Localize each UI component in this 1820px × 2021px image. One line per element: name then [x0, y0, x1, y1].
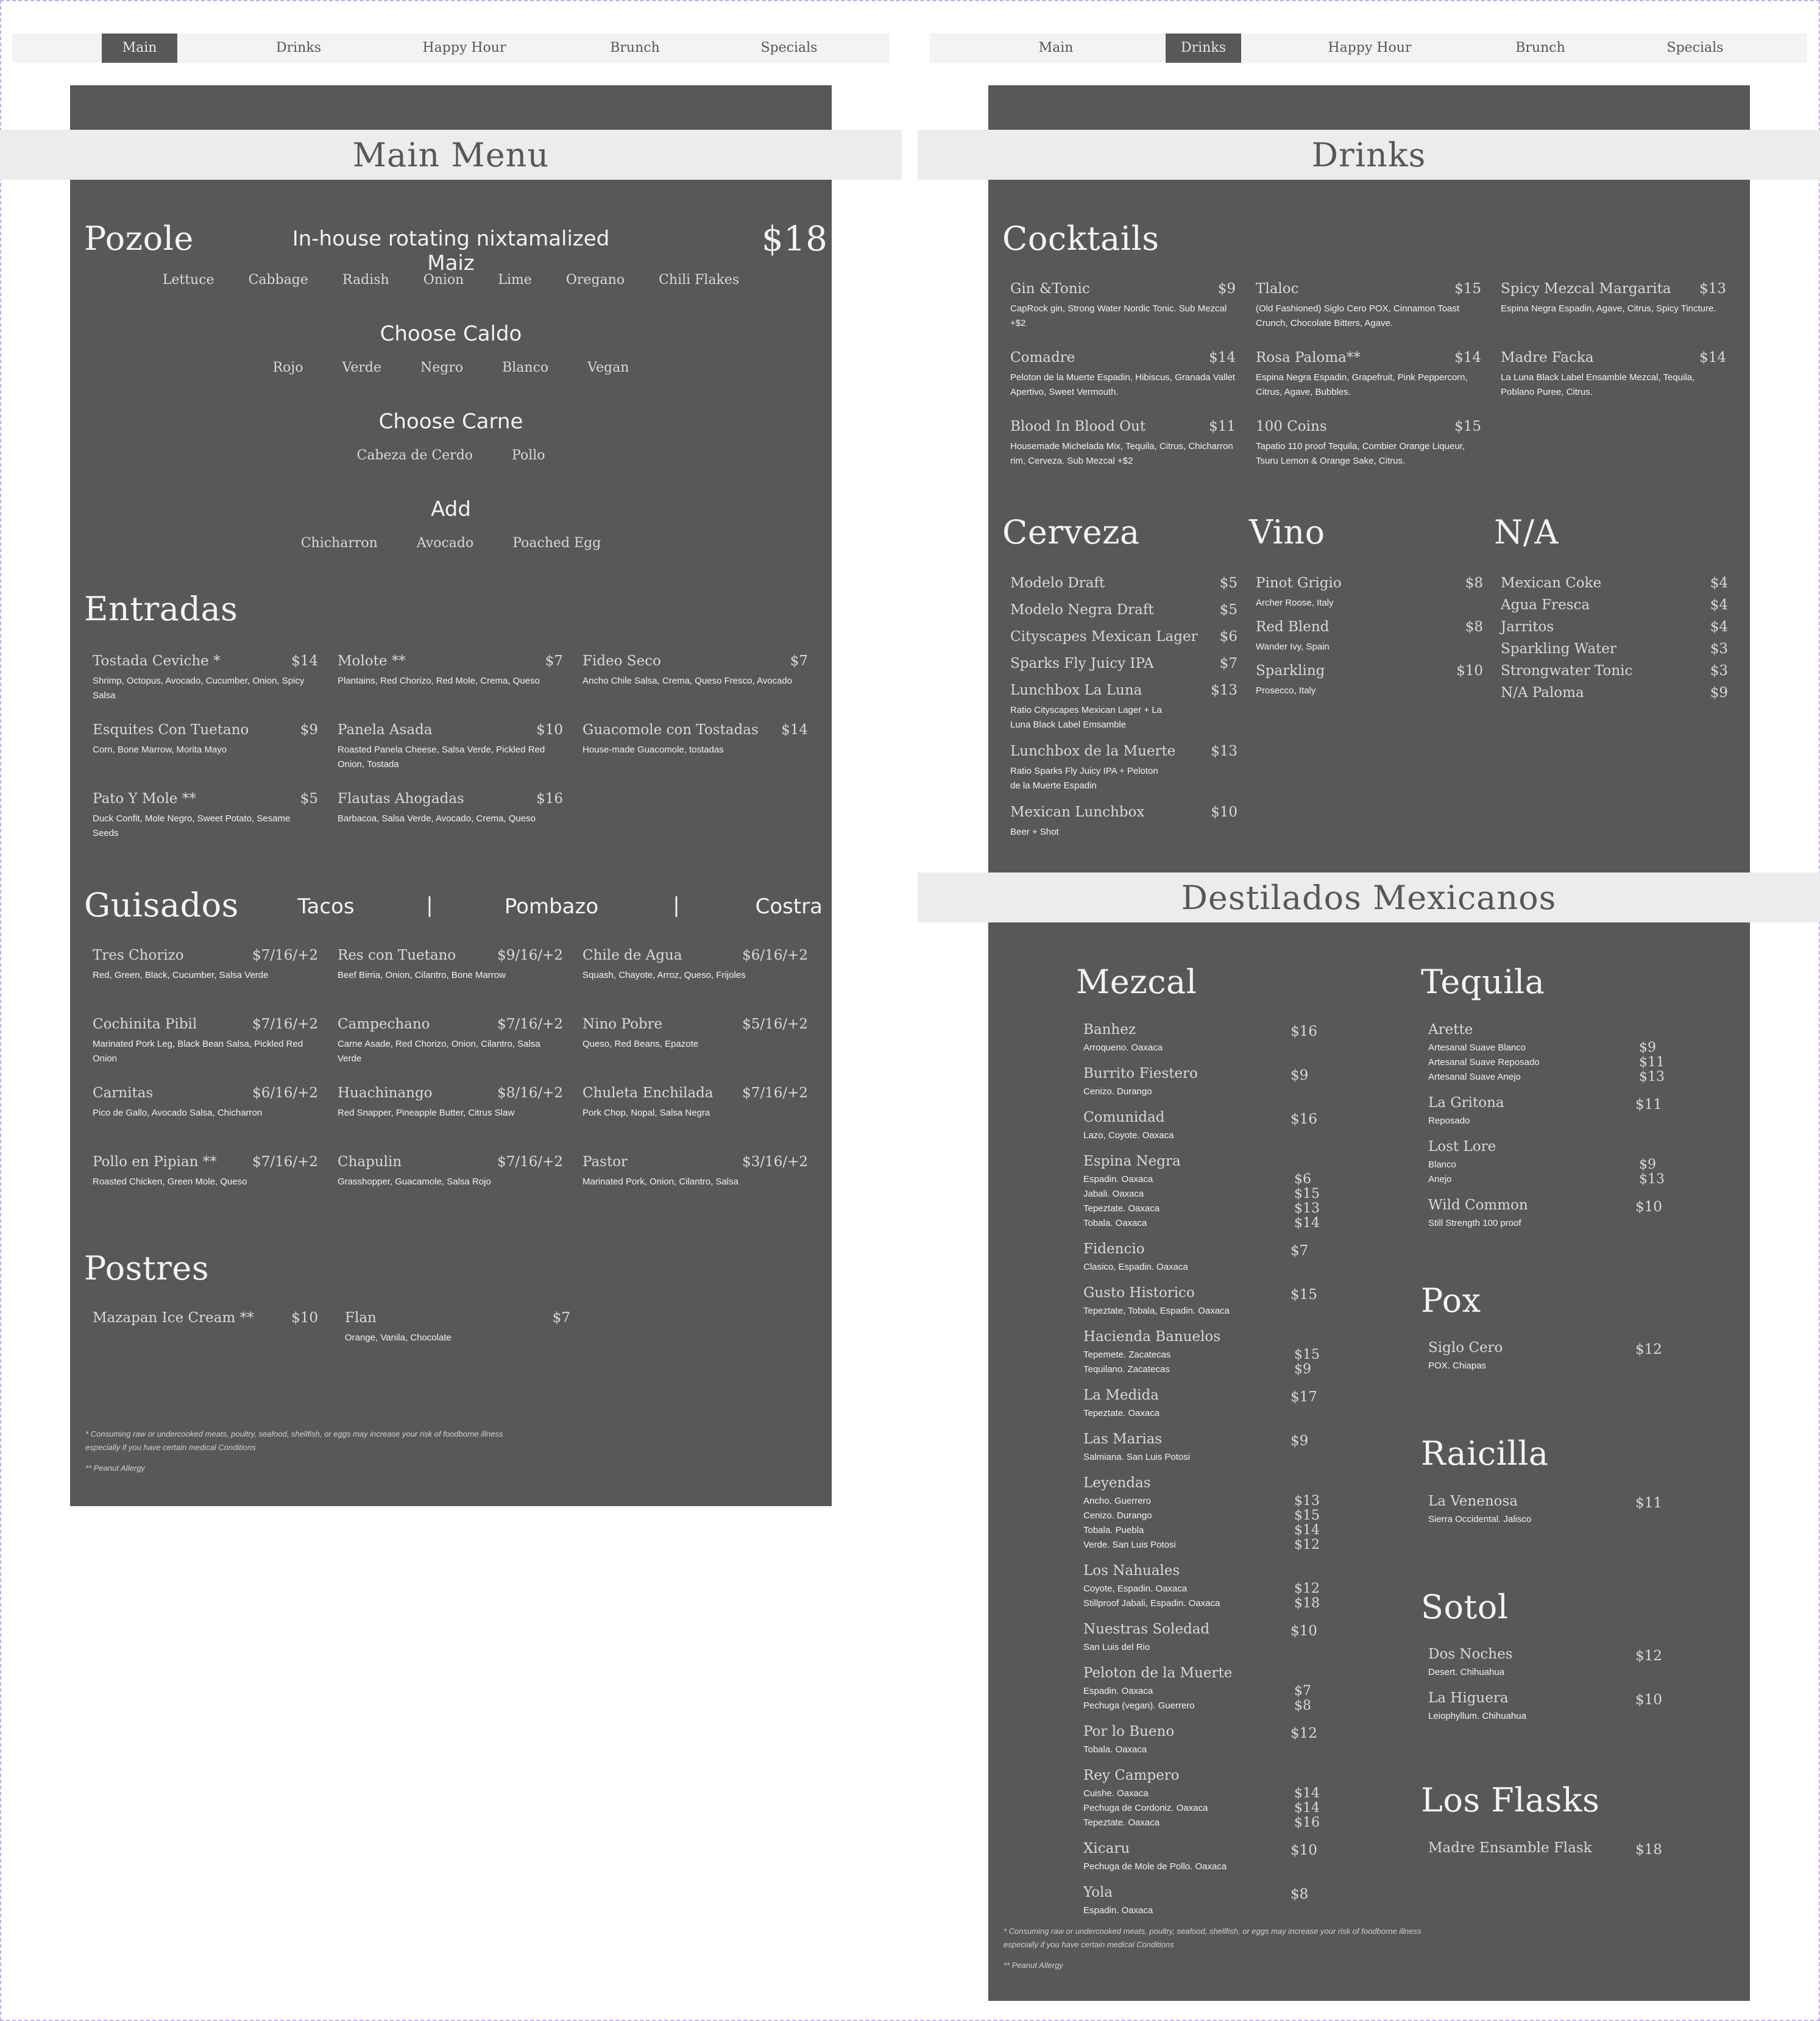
- spirit-price: $10: [1635, 1199, 1662, 1215]
- spirit-detail-price: $11: [1639, 1055, 1665, 1070]
- spirit-detail: Clasico, Espadin. Oaxaca: [1083, 1262, 1188, 1272]
- carne-option[interactable]: Pollo: [512, 448, 545, 463]
- spirit-price: $16: [1291, 1111, 1317, 1127]
- nav-tab-brunch[interactable]: Brunch: [1515, 40, 1565, 55]
- spirit-name: Siglo Cero: [1428, 1340, 1503, 1356]
- spirit-detail: Tepeztate. Oaxaca: [1083, 1817, 1160, 1828]
- spirit-price: $16: [1291, 1024, 1317, 1039]
- spirit-detail: Desert. Chihuahua: [1428, 1667, 1505, 1677]
- spirit-name: La Venenosa: [1428, 1493, 1518, 1509]
- spirit-item[interactable]: [1083, 1387, 1317, 1421]
- spirit-item[interactable]: [1428, 1139, 1665, 1187]
- sotol-list: [1428, 1646, 1662, 1735]
- flasks-list: [1428, 1840, 1662, 1870]
- spirit-item[interactable]: [1428, 1690, 1662, 1724]
- menu-item[interactable]: Cityscapes Mexican Lager $6: [1010, 629, 1238, 645]
- cerveza-title: Cerveza: [1002, 513, 1140, 551]
- spirit-detail-price: $14: [1294, 1216, 1320, 1231]
- spirit-name: Espina Negra: [1083, 1153, 1181, 1169]
- nav-tab-drinks[interactable]: Drinks: [1166, 34, 1241, 63]
- spirit-item[interactable]: [1083, 1110, 1317, 1143]
- spirit-name: Burrito Fiestero: [1083, 1066, 1198, 1081]
- spirit-detail: Tobala. Oaxaca: [1083, 1218, 1147, 1228]
- nav-tab-main[interactable]: Main: [102, 34, 177, 63]
- guisados-separator: |: [426, 893, 433, 918]
- spirit-detail: Anejo: [1428, 1174, 1452, 1184]
- spirit-name: Xicaru: [1083, 1841, 1130, 1856]
- spirit-detail: Espadin. Oaxaca: [1083, 1686, 1153, 1696]
- spirit-price: $18: [1635, 1842, 1662, 1858]
- spirit-detail-price: $9: [1294, 1362, 1311, 1377]
- spirit-detail: Pechuga de Mole de Pollo. Oaxaca: [1083, 1861, 1227, 1872]
- spirit-name: Arette: [1428, 1022, 1473, 1038]
- menu-item[interactable]: Sparkling Water $3: [1501, 641, 1728, 657]
- tequila-list: [1428, 1022, 1665, 1242]
- spirit-detail-price: $9: [1639, 1157, 1656, 1172]
- menu-item[interactable]: Modelo Draft $5: [1010, 575, 1238, 591]
- menu-item[interactable]: Huachinango $8/16/+2 Red Snapper, Pineapple Butter, Citrus Slaw: [338, 1085, 563, 1118]
- spirit-name: Dos Noches: [1428, 1646, 1513, 1662]
- topping-option[interactable]: Cabbage: [248, 272, 308, 288]
- menu-item[interactable]: Flan $7 Orange, Vanila, Chocolate: [345, 1310, 570, 1343]
- spirit-detail-price: $18: [1294, 1596, 1320, 1611]
- guisados-costra-label: Costra: [755, 894, 823, 919]
- spirit-detail-price: $6: [1294, 1172, 1311, 1187]
- spirit-name: Nuestras Soledad: [1083, 1621, 1210, 1637]
- menu-item[interactable]: Modelo Negra Draft $5: [1010, 602, 1238, 618]
- guisados-tacos-label: Tacos: [297, 894, 355, 919]
- spirit-detail: Leiophyllum. Chihuahua: [1428, 1711, 1526, 1721]
- caldo-option[interactable]: Rojo: [272, 360, 303, 375]
- menu-item[interactable]: Pollo en Pipian ** $7/16/+2 Roasted Chicken, Green Mole, Queso: [93, 1154, 318, 1187]
- spirit-name: Comunidad: [1083, 1110, 1165, 1125]
- spirit-detail: Stillproof Jabali, Espadin. Oaxaca: [1083, 1598, 1220, 1609]
- spirit-price: $7: [1291, 1243, 1309, 1259]
- spirit-item[interactable]: [1083, 1885, 1312, 1918]
- nav-tab-main[interactable]: Main: [1038, 40, 1074, 55]
- spirit-name: Peloton de la Muerte: [1083, 1665, 1233, 1681]
- menu-item[interactable]: Pato Y Mole ** $5 Duck Confit, Mole Negro, Sweet Potato, Sesame Seeds: [93, 791, 318, 838]
- topping-option[interactable]: Lettuce: [162, 272, 214, 288]
- menu-item[interactable]: Carnitas $6/16/+2 Pico de Gallo, Avocado Salsa, Chicharron: [93, 1085, 318, 1118]
- caldo-option[interactable]: Verde: [342, 360, 381, 375]
- spirit-detail: Reposado: [1428, 1116, 1470, 1126]
- menu-item[interactable]: N/A Paloma $9: [1501, 685, 1728, 701]
- spirit-price: $9: [1291, 1067, 1309, 1083]
- caldo-options: [70, 360, 832, 375]
- caldo-option[interactable]: Blanco: [502, 360, 549, 375]
- spirit-detail: Tepemete. Zacatecas: [1083, 1350, 1171, 1360]
- spirit-price: $11: [1635, 1495, 1662, 1511]
- menu-item[interactable]: Chile de Agua $6/16/+2 Squash, Chayote, Arroz, Queso, Frijoles: [582, 947, 808, 980]
- spirit-price: $11: [1635, 1097, 1662, 1113]
- spirit-item[interactable]: [1083, 1285, 1317, 1318]
- vino-title: Vino: [1249, 513, 1325, 551]
- topping-option[interactable]: Lime: [498, 272, 532, 288]
- spirit-item[interactable]: [1083, 1563, 1320, 1611]
- spirit-item[interactable]: [1083, 1242, 1312, 1275]
- menu-item[interactable]: Lunchbox La Luna $13 Ratio Cityscapes Mexican Lager + La Luna Black Label Emsamble: [1010, 682, 1238, 730]
- mezcal-list: [1083, 1022, 1320, 1929]
- spirit-price: $9: [1291, 1433, 1309, 1449]
- spirit-detail: Cuishe. Oaxaca: [1083, 1788, 1149, 1799]
- spirit-name: Madre Ensamble Flask: [1428, 1840, 1592, 1856]
- spirit-item[interactable]: [1083, 1153, 1320, 1231]
- cocktails-title: Cocktails: [1002, 219, 1160, 258]
- menu-item[interactable]: Mexican Lunchbox $10 Beer + Shot: [1010, 804, 1238, 837]
- spirit-name: Leyendas: [1083, 1475, 1151, 1491]
- spirit-name: Las Marias: [1083, 1431, 1163, 1447]
- spirit-detail: Tepeztate. Oaxaca: [1083, 1203, 1160, 1214]
- main-menu-banner: Main Menu: [0, 130, 902, 180]
- spirit-detail: Espadin. Oaxaca: [1083, 1174, 1153, 1184]
- spirit-detail-price: $7: [1294, 1683, 1311, 1699]
- menu-item[interactable]: Sparks Fly Juicy IPA $7: [1010, 656, 1238, 671]
- spirit-item[interactable]: [1083, 1066, 1312, 1099]
- spirit-detail: Cenizo. Durango: [1083, 1086, 1152, 1097]
- nav-bar-left: [12, 34, 890, 63]
- spirit-detail-price: $15: [1294, 1508, 1320, 1523]
- topping-option[interactable]: Chili Flakes: [659, 272, 740, 288]
- spirit-item[interactable]: [1428, 1197, 1662, 1231]
- spirit-detail-price: $15: [1294, 1186, 1320, 1202]
- carne-options: [70, 448, 832, 463]
- footnote: * Consuming raw or undercooked meats, poultry, seafood, shellfish, or eggs may increase your risk of foodborne illness especially if you have certain medical Conditions ** Peanut Allergy: [85, 1429, 503, 1473]
- nav-tab-specials[interactable]: Specials: [1666, 40, 1724, 55]
- topping-option[interactable]: Radish: [342, 272, 389, 288]
- pozole-price: $18: [762, 219, 828, 259]
- menu-item[interactable]: Sparkling $10 Prosecco, Italy: [1256, 663, 1483, 696]
- menu-item[interactable]: Pinot Grigio $8 Archer Roose, Italy: [1256, 575, 1483, 608]
- menu-item[interactable]: Guacomole con Tostadas $14 House-made Guacomole, tostadas: [582, 722, 808, 755]
- destilados-banner: Destilados Mexicanos: [918, 872, 1820, 922]
- spirit-detail: Arroqueno. Oaxaca: [1083, 1042, 1163, 1053]
- choose-caldo-heading: Choose Caldo: [380, 322, 522, 346]
- menu-item[interactable]: Chuleta Enchilada $7/16/+2 Pork Chop, Nopal, Salsa Negra: [582, 1085, 808, 1118]
- spirit-item[interactable]: [1083, 1329, 1320, 1377]
- entradas-title: Entradas: [84, 590, 238, 628]
- spirit-name: Lost Lore: [1428, 1139, 1496, 1155]
- spirit-detail: Tepeztate. Oaxaca: [1083, 1408, 1160, 1418]
- spirit-item[interactable]: [1428, 1340, 1662, 1373]
- spirit-detail-price: $14: [1294, 1523, 1320, 1538]
- spirit-name: La Gritona: [1428, 1095, 1504, 1111]
- spirit-item[interactable]: [1083, 1724, 1317, 1757]
- spirit-name: Los Nahuales: [1083, 1563, 1180, 1579]
- spirit-detail: Pechuga (vegan). Guerrero: [1083, 1701, 1195, 1711]
- menu-item[interactable]: Nino Pobre $5/16/+2 Queso, Red Beans, Epazote: [582, 1016, 808, 1049]
- pozole-subtitle: In-house rotating nixtamalized Maiz: [292, 227, 610, 275]
- menu-item[interactable]: Red Blend $8 Wander Ivy, Spain: [1256, 619, 1483, 652]
- spirit-item[interactable]: [1083, 1432, 1312, 1465]
- spirit-price: $17: [1291, 1389, 1317, 1405]
- spirit-price: $10: [1291, 1842, 1317, 1858]
- spirit-detail: Jabali. Oaxaca: [1083, 1189, 1144, 1199]
- nav-tab-happy-hour[interactable]: Happy Hour: [422, 40, 506, 55]
- menu-item[interactable]: Madre Facka $14 La Luna Black Label Ensamble Mezcal, Tequila, Poblano Puree, Citrus.: [1501, 350, 1726, 397]
- nav-tab-happy-hour[interactable]: Happy Hour: [1328, 40, 1412, 55]
- spirit-item[interactable]: [1083, 1475, 1320, 1552]
- raicilla-title: Raicilla: [1421, 1434, 1549, 1473]
- guisados-title: Guisados: [84, 886, 239, 924]
- raicilla-list: [1428, 1493, 1662, 1538]
- guisados-pombazo-label: Pombazo: [504, 894, 599, 919]
- tequila-title: Tequila: [1421, 963, 1545, 1001]
- na-title: N/A: [1494, 513, 1559, 551]
- spirit-detail-price: $13: [1639, 1069, 1665, 1085]
- spirit-name: Hacienda Banuelos: [1083, 1329, 1221, 1345]
- spirit-price: $15: [1291, 1287, 1317, 1303]
- spirit-detail: Artesanal Suave Reposado: [1428, 1057, 1540, 1067]
- menu-item[interactable]: Lunchbox de la Muerte $13 Ratio Sparks Fly Juicy IPA + Peloton de la Muerte Espadin: [1010, 743, 1238, 791]
- menu-item[interactable]: 100 Coins $15 Tapatio 110 proof Tequila, Combier Orange Liqueur, Tsuru Lemon & Orange Sake, Citrus.: [1256, 419, 1481, 466]
- spirit-name: Gusto Historico: [1083, 1285, 1195, 1301]
- menu-item[interactable]: Spicy Mezcal Margarita $13 Espina Negra Espadin, Agave, Citrus, Spicy Tincture.: [1501, 281, 1726, 314]
- menu-item[interactable]: Tres Chorizo $7/16/+2 Red, Green, Black, Cucumber, Salsa Verde: [93, 947, 318, 980]
- pox-list: [1428, 1340, 1662, 1384]
- caldo-option[interactable]: Vegan: [587, 360, 629, 375]
- spirit-detail-price: $12: [1294, 1537, 1320, 1552]
- menu-item[interactable]: Mazapan Ice Cream ** $10: [93, 1310, 318, 1326]
- pozole-toppings: [70, 272, 832, 288]
- menu-item[interactable]: Mexican Coke $4: [1501, 575, 1728, 591]
- spirit-name: Yola: [1083, 1885, 1113, 1900]
- spirit-item[interactable]: [1428, 1646, 1662, 1680]
- spirit-detail: Espadin. Oaxaca: [1083, 1905, 1153, 1916]
- add-option[interactable]: Chicharron: [300, 536, 378, 551]
- spirit-detail: Ancho. Guerrero: [1083, 1496, 1151, 1506]
- spirit-price: $12: [1635, 1648, 1662, 1664]
- menu-item[interactable]: Campechano $7/16/+2 Carne Asade, Red Chorizo, Onion, Cilantro, Salsa Verde: [338, 1016, 563, 1064]
- menu-item[interactable]: Fideo Seco $7 Ancho Chile Salsa, Crema, Queso Fresco, Avocado: [582, 653, 808, 686]
- spirit-detail-price: $9: [1639, 1040, 1656, 1055]
- spirit-detail-price: $13: [1294, 1201, 1320, 1216]
- spirit-detail-price: $15: [1294, 1347, 1320, 1362]
- spirit-price: $8: [1291, 1886, 1309, 1902]
- add-option[interactable]: Poached Egg: [512, 536, 601, 551]
- spirit-detail-price: $8: [1294, 1698, 1311, 1713]
- menu-item[interactable]: Pastor $3/16/+2 Marinated Pork, Onion, Cilantro, Salsa: [582, 1154, 808, 1187]
- menu-item[interactable]: Comadre $14 Peloton de la Muerte Espadin, Hibiscus, Granada Vallet Apertivo, Sweet Vermouth.: [1010, 350, 1236, 397]
- spirit-detail: Pechuga de Cordoniz. Oaxaca: [1083, 1803, 1208, 1813]
- spirit-detail: Coyote, Espadin. Oaxaca: [1083, 1584, 1188, 1594]
- spirit-detail: Artesanal Suave Anejo: [1428, 1072, 1521, 1082]
- footnote: * Consuming raw or undercooked meats, poultry, seafood, shellfish, or eggs may increase your risk of foodborne illness especially if you have certain medical Conditions ** Peanut Allergy: [1004, 1927, 1422, 1970]
- spirit-detail-price: $13: [1294, 1493, 1320, 1509]
- drinks-banner: Drinks: [918, 130, 1820, 180]
- menu-item[interactable]: Jarritos $4: [1501, 619, 1728, 635]
- spirit-item[interactable]: [1428, 1493, 1662, 1527]
- menu-item[interactable]: Gin &Tonic $9 CapRock gin, Strong Water Nordic Tonic. Sub Mezcal +$2: [1010, 281, 1236, 328]
- spirit-detail: Artesanal Suave Blanco: [1428, 1042, 1526, 1053]
- spirit-name: Rey Campero: [1083, 1768, 1180, 1783]
- menu-item[interactable]: Tostada Ceviche * $14 Shrimp, Octopus, Avocado, Cucumber, Onion, Spicy Salsa: [93, 653, 318, 701]
- menu-item[interactable]: Esquites Con Tuetano $9 Corn, Bone Marrow, Morita Mayo: [93, 722, 318, 755]
- topping-option[interactable]: Onion: [423, 272, 464, 288]
- spirit-detail-price: $13: [1639, 1172, 1665, 1187]
- add-options: [70, 536, 832, 551]
- sotol-title: Sotol: [1421, 1588, 1509, 1626]
- spirit-detail-price: $16: [1294, 1815, 1320, 1830]
- menu-item[interactable]: Molote ** $7 Plantains, Red Chorizo, Red Mole, Crema, Queso: [338, 653, 563, 686]
- spirit-price: $10: [1291, 1623, 1317, 1639]
- menu-item[interactable]: Flautas Ahogadas $16 Barbacoa, Salsa Verde, Avocado, Crema, Queso: [338, 791, 563, 824]
- menu-item[interactable]: Cochinita Pibil $7/16/+2 Marinated Pork Leg, Black Bean Salsa, Pickled Red Onion: [93, 1016, 318, 1064]
- menu-item[interactable]: Panela Asada $10 Roasted Panela Cheese, Salsa Verde, Pickled Red Onion, Tostada: [338, 722, 563, 770]
- spirit-price: $12: [1291, 1725, 1317, 1741]
- carne-option[interactable]: Cabeza de Cerdo: [356, 448, 473, 463]
- spirit-detail: POX. Chiapas: [1428, 1361, 1487, 1371]
- spirit-item[interactable]: [1428, 1022, 1665, 1085]
- mezcal-title: Mezcal: [1076, 963, 1197, 1001]
- nav-bar-right: [930, 34, 1807, 63]
- spirit-detail: Sierra Occidental. Jalisco: [1428, 1514, 1532, 1524]
- spirit-detail-price: $12: [1294, 1581, 1320, 1596]
- spirit-item[interactable]: [1083, 1022, 1317, 1055]
- caldo-option[interactable]: Negro: [420, 360, 464, 375]
- spirit-detail: Verde. San Luis Potosi: [1083, 1540, 1176, 1550]
- topping-option[interactable]: Oregano: [565, 272, 625, 288]
- spirit-detail: Tobala. Puebla: [1083, 1525, 1144, 1535]
- pox-title: Pox: [1421, 1281, 1481, 1320]
- spirit-item[interactable]: [1428, 1840, 1662, 1859]
- spirit-item[interactable]: [1083, 1666, 1312, 1713]
- spirit-detail: Tepeztate, Tobala, Espadin. Oaxaca: [1083, 1306, 1230, 1316]
- spirit-detail: Salmiana. San Luis Potosi: [1083, 1452, 1191, 1462]
- spirit-item[interactable]: [1083, 1621, 1317, 1655]
- spirit-name: Por lo Bueno: [1083, 1724, 1175, 1740]
- spirit-detail-price: $14: [1294, 1786, 1320, 1801]
- spirit-detail: Still Strength 100 proof: [1428, 1218, 1521, 1228]
- menu-item[interactable]: Blood In Blood Out $11 Housemade Michelada Mix, Tequila, Citrus, Chicharron rim, Cerveza. Sub Mezcal +$2: [1010, 419, 1236, 466]
- spirit-item[interactable]: [1083, 1768, 1320, 1830]
- menu-item[interactable]: Chapulin $7/16/+2 Grasshopper, Guacamole, Salsa Rojo: [338, 1154, 563, 1187]
- nav-tab-brunch[interactable]: Brunch: [610, 40, 660, 55]
- spirit-name: La Higuera: [1428, 1690, 1509, 1706]
- spirit-item[interactable]: [1428, 1095, 1662, 1128]
- choose-carne-heading: Choose Carne: [378, 409, 523, 434]
- spirit-detail: Tequilano. Zacatecas: [1083, 1364, 1170, 1375]
- flasks-title: Los Flasks: [1421, 1781, 1600, 1819]
- spirit-detail-price: $14: [1294, 1800, 1320, 1816]
- spirit-price: $12: [1635, 1342, 1662, 1357]
- menu-item[interactable]: Rosa Paloma** $14 Espina Negra Espadin, Grapefruit, Pink Peppercorn, Citrus, Agave, Bubbles.: [1256, 350, 1481, 397]
- guisados-separator: |: [673, 893, 680, 918]
- spirit-detail: Lazo, Coyote. Oaxaca: [1083, 1130, 1174, 1141]
- add-heading: Add: [431, 497, 471, 522]
- spirit-name: Wild Common: [1428, 1197, 1528, 1213]
- spirit-detail: San Luis del Rio: [1083, 1642, 1150, 1652]
- spirit-name: La Medida: [1083, 1387, 1159, 1403]
- menu-item[interactable]: Res con Tuetano $9/16/+2 Beef Birria, Onion, Cilantro, Bone Marrow: [338, 947, 563, 980]
- spirit-item[interactable]: [1083, 1841, 1317, 1874]
- spirit-name: Fidencio: [1083, 1241, 1145, 1257]
- spirit-name: Banhez: [1083, 1022, 1136, 1038]
- postres-title: Postres: [84, 1249, 210, 1287]
- spirit-price: $10: [1635, 1692, 1662, 1708]
- nav-tab-drinks[interactable]: Drinks: [276, 40, 321, 55]
- spirit-detail: Cenizo. Durango: [1083, 1510, 1152, 1521]
- pozole-title: Pozole: [84, 219, 194, 258]
- menu-item[interactable]: Agua Fresca $4: [1501, 597, 1728, 613]
- add-option[interactable]: Avocado: [416, 536, 474, 551]
- spirit-detail: Tobala. Oaxaca: [1083, 1744, 1147, 1755]
- menu-item[interactable]: Strongwater Tonic $3: [1501, 663, 1728, 679]
- nav-tab-specials[interactable]: Specials: [760, 40, 818, 55]
- menu-item[interactable]: Tlaloc $15 (Old Fashioned) Siglo Cero POX, Cinnamon Toast Crunch, Chocolate Bitters, Agave.: [1256, 281, 1481, 328]
- spirit-detail: Blanco: [1428, 1159, 1456, 1170]
